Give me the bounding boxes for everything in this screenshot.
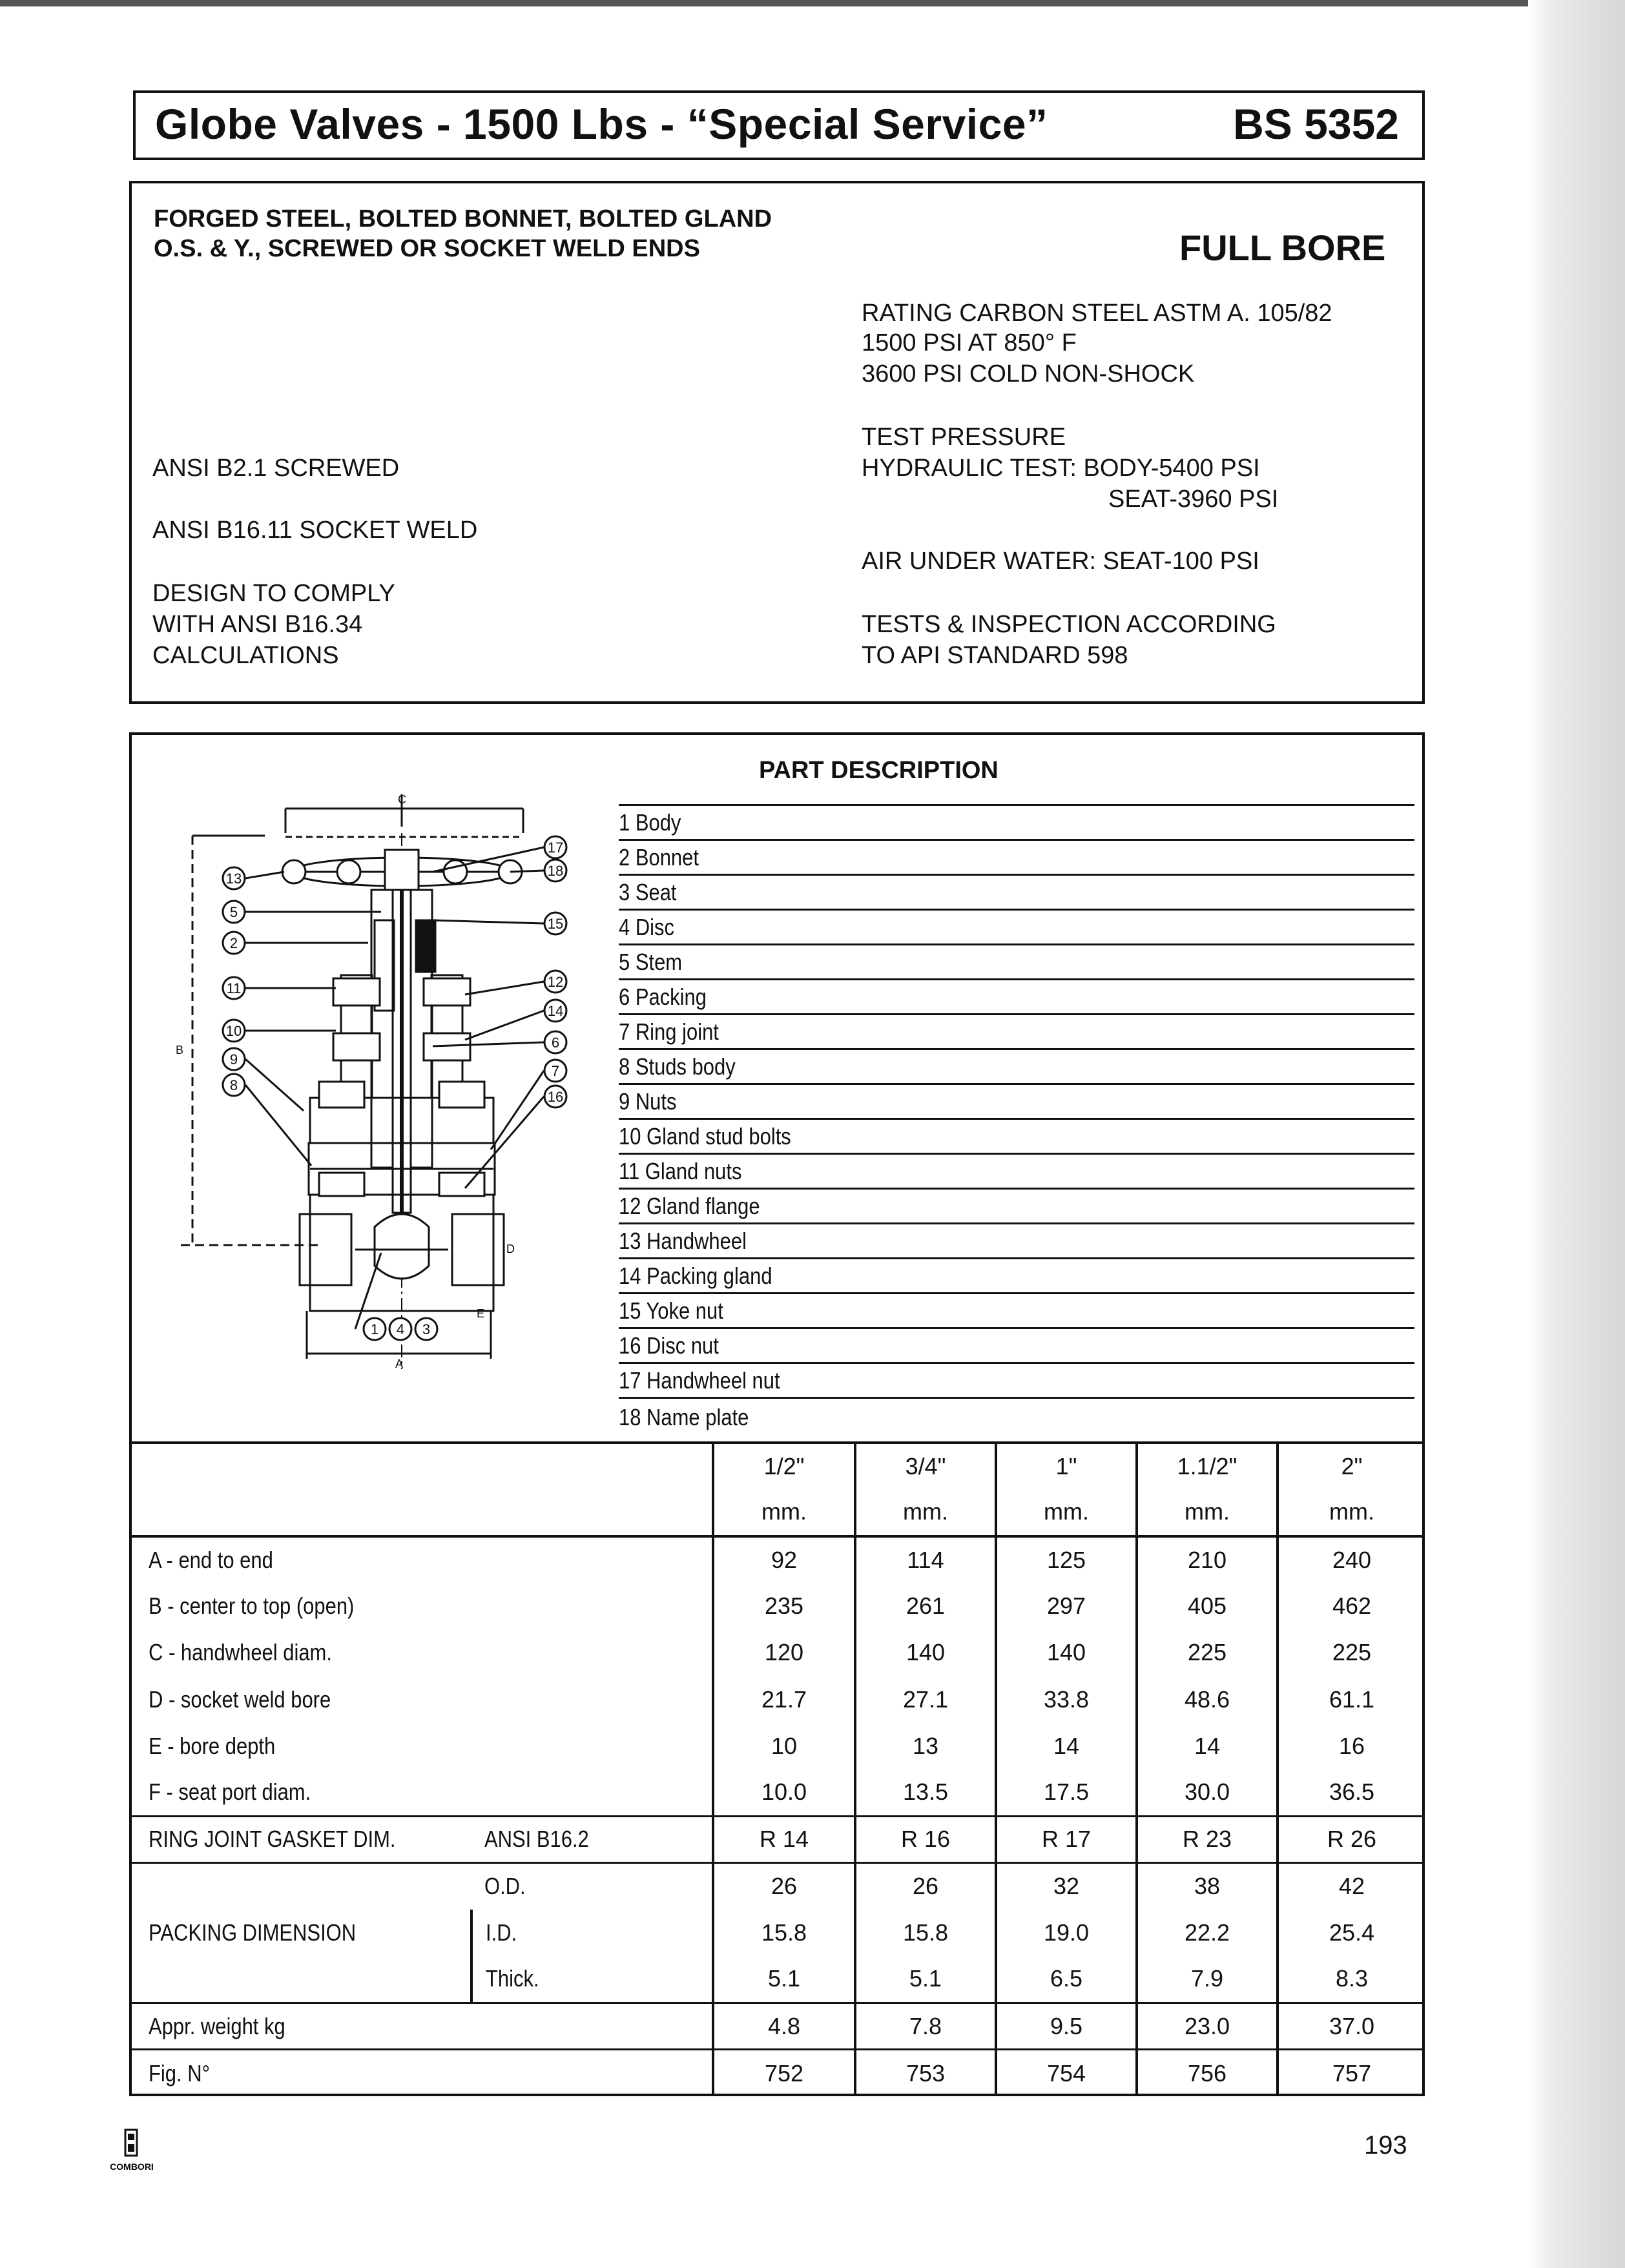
row-sublabel: ANSI B16.2 [471,1816,713,1862]
row-label: E - bore depth [149,1732,276,1759]
table-cell: 36.5 [1278,1769,1425,1816]
table-cell: 235 [713,1583,855,1629]
dim-letter-a: A [395,1357,404,1369]
table-cell: 48.6 [1137,1676,1278,1722]
design-line3: CALCULATIONS [152,642,339,669]
table-cell: 405 [1137,1583,1278,1629]
part-item: 5 Stem [619,945,1414,980]
table-cell: 10.0 [713,1769,855,1816]
table-cell: 26 [713,1863,855,1910]
table-cell: 19.0 [996,1910,1137,1956]
dim-letter-e: E [477,1307,485,1320]
callout-16: 16 [547,1089,564,1105]
callout-15: 15 [547,916,564,932]
row-label: PACKING DIMENSION [129,1863,471,2003]
table-cell: 8.3 [1278,1956,1425,2003]
part-item: 2 Bonnet [619,841,1414,876]
part-item: 13 Handwheel [619,1224,1414,1259]
table-cell: 26 [855,1863,996,1910]
tests-line1: TESTS & INSPECTION ACCORDING [862,611,1276,638]
table-cell: 17.5 [996,1769,1137,1816]
table-cell: 5.1 [713,1956,855,2003]
valve-diagram [161,788,588,1369]
table-row [129,1723,1425,1769]
table-cell: 16 [1278,1723,1425,1769]
rating-line3: 3600 PSI COLD NON-SHOCK [862,360,1195,387]
part-description-heading: PART DESCRIPTION [759,757,999,784]
scan-edge-top [0,0,1625,6]
row-label: Fig. N° [129,2050,713,2096]
table-cell: 225 [1137,1629,1278,1676]
size-header-row [129,1443,1425,1489]
title-box [133,90,1425,160]
part-item: 3 Seat [619,876,1414,911]
row-label: Appr. weight kg [129,2003,713,2049]
callout-10: 10 [225,1023,242,1039]
row-sublabel: Thick. [471,1956,713,2003]
tests-line2: TO API STANDARD 598 [862,642,1128,669]
hydraulic-test: HYDRAULIC TEST: BODY-5400 PSI [862,455,1260,482]
combori-logo [106,2129,158,2174]
table-row [129,1769,1425,1816]
table-row [129,1583,1425,1629]
unit-header: mm. [996,1489,1137,1536]
table-cell: 6.5 [996,1956,1137,2003]
table-cell: 261 [855,1583,996,1629]
table-cell: 140 [996,1629,1137,1676]
row-label: F - seat port diam. [149,1778,311,1806]
table-cell: 7.8 [855,2003,996,2049]
table-cell: 210 [1137,1536,1278,1583]
table-cell: 4.8 [713,2003,855,2049]
table-cell: 33.8 [996,1676,1137,1722]
callout-18: 18 [547,863,564,879]
table-cell: R 16 [855,1816,996,1862]
table-cell: 297 [996,1583,1137,1629]
full-bore-label: FULL BORE [1179,227,1386,268]
dim-letter-d: D [506,1242,515,1255]
design-line2: WITH ANSI B16.34 [152,611,363,638]
part-item: 16 Disc nut [619,1329,1414,1364]
table-cell: 13.5 [855,1769,996,1816]
row-sublabel: I.D. [471,1910,713,1956]
table-cell: 23.0 [1137,2003,1278,2049]
callout-13: 13 [225,871,242,887]
table-cell: 15.8 [713,1910,855,1956]
table-cell: 140 [855,1629,996,1676]
standard-code: BS 5352 [1233,100,1399,148]
callout-8: 8 [229,1077,238,1093]
table-cell: 240 [1278,1536,1425,1583]
callout-17: 17 [547,840,564,856]
table-cell: 114 [855,1536,996,1583]
rating-line2: 1500 PSI AT 850° F [862,329,1077,356]
part-item: 8 Studs body [619,1050,1414,1085]
callout-6: 6 [551,1035,560,1051]
dim-letter-c: C [398,793,406,806]
callout-1: 1 [370,1321,379,1337]
unit-header: mm. [855,1489,996,1536]
part-item: 11 Gland nuts [619,1155,1414,1190]
table-cell: 5.1 [855,1956,996,2003]
ring-joint-row [129,1816,1425,1862]
packing-row [129,1863,1425,1910]
table-cell: 15.8 [855,1910,996,1956]
table-cell: R 14 [713,1816,855,1862]
unit-header: mm. [1278,1489,1425,1536]
weight-row [129,2003,1425,2049]
unit-header: mm. [1137,1489,1278,1536]
callout-3: 3 [422,1321,431,1337]
table-cell: R 26 [1278,1816,1425,1862]
row-label: C - handwheel diam. [149,1639,332,1666]
part-item: 15 Yoke nut [619,1294,1414,1329]
unit-header: mm. [713,1489,855,1536]
table-cell: 32 [996,1863,1137,1910]
table-row [129,1629,1425,1676]
page-title: Globe Valves - 1500 Lbs - “Special Service” [155,100,1048,148]
part-item: 17 Handwheel nut [619,1364,1414,1399]
table-cell: 37.0 [1278,2003,1425,2049]
table-row [129,1536,1425,1583]
part-item: 10 Gland stud bolts [619,1120,1414,1155]
table-row [129,1676,1425,1722]
table-cell: 61.1 [1278,1676,1425,1722]
rating-line1: RATING CARBON STEEL ASTM A. 105/82 [862,300,1332,327]
row-label: B - center to top (open) [149,1592,355,1619]
part-item: 6 Packing [619,980,1414,1015]
design-line1: DESIGN TO COMPLY [152,580,395,607]
table-cell: 125 [996,1536,1137,1583]
table-cell: 25.4 [1278,1910,1425,1956]
table-cell: 9.5 [996,2003,1137,2049]
table-cell: R 23 [1137,1816,1278,1862]
row-sublabel: O.D. [471,1863,713,1910]
callout-4: 4 [396,1321,405,1337]
row-label: RING JOINT GASKET DIM. [129,1816,471,1862]
dim-letter-b: B [176,1044,184,1057]
part-item: 14 Packing gland [619,1259,1414,1294]
scan-edge-right [1528,0,1625,2268]
callout-12: 12 [547,974,564,990]
callout-5: 5 [229,904,238,920]
table-cell: 22.2 [1137,1910,1278,1956]
table-cell: 92 [713,1536,855,1583]
table-cell: R 17 [996,1816,1137,1862]
part-item: 7 Ring joint [619,1015,1414,1050]
dimensions-table [129,1441,1425,2096]
callout-11: 11 [226,980,242,996]
unit-header-row [129,1489,1425,1536]
table-cell: 753 [855,2050,996,2096]
ansi-socket-weld: ANSI B16.11 SOCKET WELD [152,517,478,544]
size-header: 3/4" [855,1443,996,1489]
row-label: D - socket weld bore [149,1686,331,1713]
callout-9: 9 [229,1051,238,1067]
table-cell: 756 [1137,2050,1278,2096]
table-cell: 27.1 [855,1676,996,1722]
size-header: 1.1/2" [1137,1443,1278,1489]
air-under-water: AIR UNDER WATER: SEAT-100 PSI [862,548,1259,575]
ansi-screwed: ANSI B2.1 SCREWED [152,455,400,482]
fig-row [129,2050,1425,2096]
table-cell: 7.9 [1137,1956,1278,2003]
table-cell: 462 [1278,1583,1425,1629]
size-header: 1/2" [713,1443,855,1489]
part-item: 9 Nuts [619,1085,1414,1120]
table-cell: 757 [1278,2050,1425,2096]
table-cell: 21.7 [713,1676,855,1722]
size-header: 2" [1278,1443,1425,1489]
part-item: 18 Name plate [619,1404,749,1430]
table-cell: 225 [1278,1629,1425,1676]
callout-14: 14 [547,1003,564,1019]
table-cell: 42 [1278,1863,1425,1910]
table-cell: 30.0 [1137,1769,1278,1816]
callout-2: 2 [229,935,238,951]
part-heading-rule [619,771,1414,806]
table-cell: 38 [1137,1863,1278,1910]
hydraulic-seat: SEAT-3960 PSI [1108,486,1279,513]
table-cell: 120 [713,1629,855,1676]
part-item: 12 Gland flange [619,1190,1414,1224]
part-item: 1 Body [619,806,1414,841]
table-cell: 14 [1137,1723,1278,1769]
callout-7: 7 [551,1063,560,1079]
logo-text: COMBORI [110,2161,154,2172]
spec-construction-line2: O.S. & Y., SCREWED OR SOCKET WELD ENDS [154,235,700,262]
page-number: 193 [1364,2131,1407,2160]
part-item: 4 Disc [619,911,1414,945]
spec-construction-line1: FORGED STEEL, BOLTED BONNET, BOLTED GLAND [154,205,772,232]
table-cell: 10 [713,1723,855,1769]
test-pressure-heading: TEST PRESSURE [862,424,1066,451]
table-cell: 752 [713,2050,855,2096]
size-header: 1" [996,1443,1137,1489]
table-cell: 14 [996,1723,1137,1769]
table-cell: 754 [996,2050,1137,2096]
table-cell: 13 [855,1723,996,1769]
row-label: A - end to end [149,1546,273,1573]
